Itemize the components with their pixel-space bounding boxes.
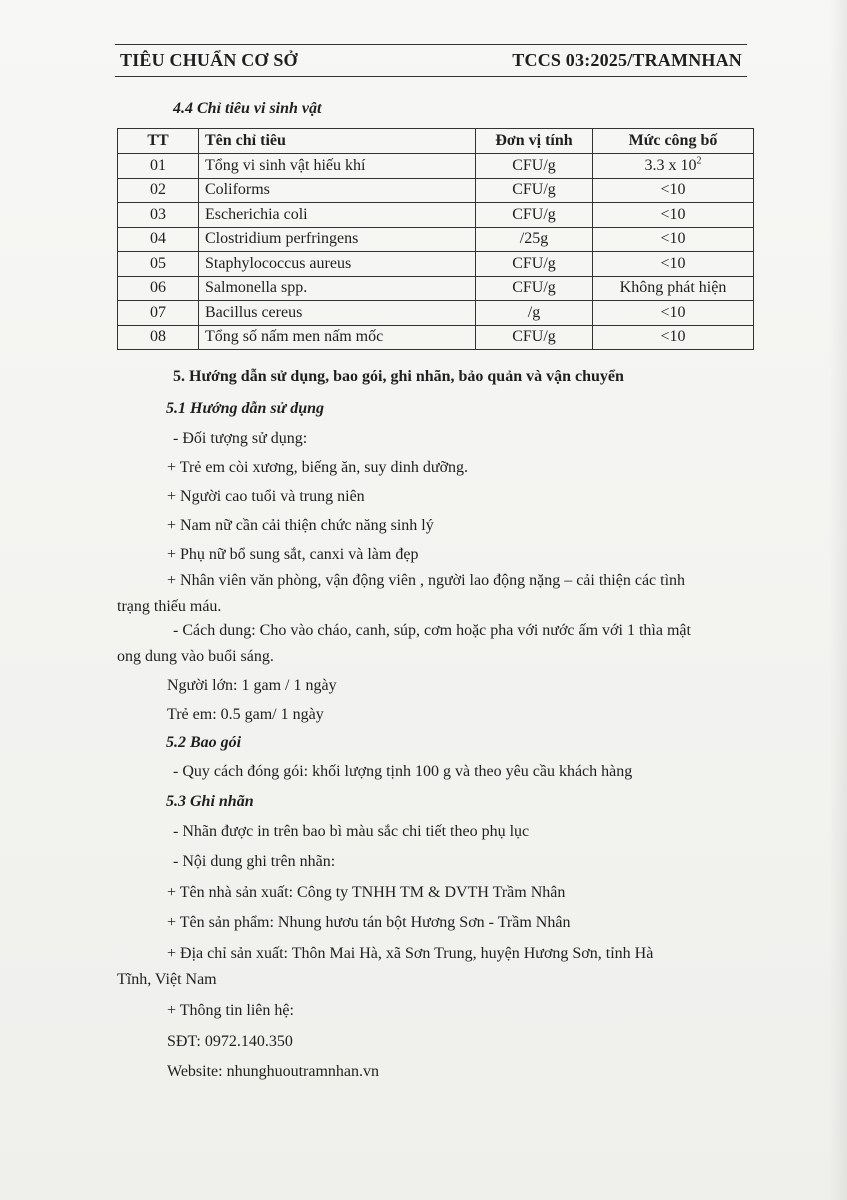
cell-value: <10 — [593, 227, 754, 252]
cell-tt: 02 — [118, 178, 199, 203]
cell-tt: 01 — [118, 154, 199, 179]
cell-value: <10 — [593, 325, 754, 350]
label-manufacturer: + Tên nhà sản xuất: Công ty TNHH TM & DVTH Trầm Nhân — [167, 884, 566, 901]
page-edge-shadow — [829, 0, 847, 1200]
usage-target-item-cont: trạng thiếu máu. — [117, 598, 222, 615]
cell-value: <10 — [593, 178, 754, 203]
label-content-intro: - Nội dung ghi trên nhãn: — [173, 853, 336, 870]
cell-value-base: 3.3 x 10 — [644, 156, 697, 174]
header-left-title: TIÊU CHUẨN CƠ SỞ — [120, 50, 298, 70]
page-header — [120, 50, 742, 71]
cell-name: Tổng số nấm men nấm mốc — [199, 325, 476, 350]
usage-method-cont: ong dung vào buổi sáng. — [117, 648, 274, 665]
cell-value-exponent: 2 — [696, 155, 702, 167]
cell-name: Tổng vi sinh vật hiếu khí — [199, 154, 476, 179]
table-row — [118, 325, 754, 350]
section-4-4-title: 4.4 Chỉ tiêu vi sinh vật — [173, 100, 322, 117]
label-phone: SĐT: 0972.140.350 — [167, 1033, 293, 1050]
cell-value — [593, 154, 754, 179]
cell-name: Salmonella spp. — [199, 276, 476, 301]
usage-method: - Cách dung: Cho vào cháo, canh, súp, cơm hoặc pha với nước ấm với 1 thìa mật — [173, 622, 691, 639]
label-product-name: + Tên sản phẩm: Nhung hươu tán bột Hương Sơn - Trầm Nhân — [167, 914, 571, 931]
header-bottom-rule — [115, 76, 747, 77]
col-header-tt: TT — [118, 129, 199, 154]
table-row — [118, 227, 754, 252]
usage-adult-dose: Người lớn: 1 gam / 1 ngày — [167, 677, 337, 694]
cell-unit: CFU/g — [476, 325, 593, 350]
table-row — [118, 154, 754, 179]
cell-name: Escherichia coli — [199, 203, 476, 228]
usage-target-item: + Nam nữ cần cải thiện chức năng sinh lý — [167, 517, 434, 534]
label-address: + Địa chỉ sản xuất: Thôn Mai Hà, xã Sơn Trung, huyện Hương Sơn, tỉnh Hà — [167, 945, 654, 962]
cell-tt: 08 — [118, 325, 199, 350]
table-row — [118, 252, 754, 277]
table-row — [118, 178, 754, 203]
cell-tt: 06 — [118, 276, 199, 301]
cell-unit: /g — [476, 301, 593, 326]
section-5-title: 5. Hướng dẫn sử dụng, bao gói, ghi nhãn, bảo quản và vận chuyển — [173, 368, 624, 385]
header-standard-code: TCCS 03:2025/TRAMNHAN — [512, 50, 742, 70]
cell-unit: CFU/g — [476, 252, 593, 277]
usage-target-item: + Trẻ em còi xương, biếng ăn, suy dinh dưỡng. — [167, 459, 469, 476]
section-5-3-title: 5.3 Ghi nhãn — [166, 793, 254, 810]
col-header-value: Mức công bố — [593, 129, 754, 154]
cell-value: <10 — [593, 301, 754, 326]
cell-unit: CFU/g — [476, 154, 593, 179]
usage-child-dose: Trẻ em: 0.5 gam/ 1 ngày — [167, 706, 324, 723]
table-header-row — [118, 129, 754, 154]
usage-target-label: - Đối tượng sử dụng: — [173, 430, 308, 447]
cell-name: Staphylococcus aureus — [199, 252, 476, 277]
header-top-rule — [115, 44, 747, 45]
cell-value: <10 — [593, 203, 754, 228]
cell-unit: CFU/g — [476, 178, 593, 203]
col-header-name: Tên chỉ tiêu — [199, 129, 476, 154]
section-5-2-title: 5.2 Bao gói — [166, 734, 242, 751]
table-row — [118, 276, 754, 301]
table-row — [118, 203, 754, 228]
label-address-cont: Tĩnh, Việt Nam — [117, 971, 217, 988]
cell-name: Clostridium perfringens — [199, 227, 476, 252]
microbiology-table — [117, 128, 754, 350]
cell-unit: /25g — [476, 227, 593, 252]
cell-name: Bacillus cereus — [199, 301, 476, 326]
usage-target-item: + Phụ nữ bổ sung sắt, canxi và làm đẹp — [167, 546, 419, 563]
cell-tt: 05 — [118, 252, 199, 277]
usage-target-item: + Người cao tuổi và trung niên — [167, 488, 365, 505]
cell-tt: 07 — [118, 301, 199, 326]
usage-target-item: + Nhân viên văn phòng, vận động viên , người lao động nặng – cải thiện các tình — [167, 572, 686, 589]
cell-tt: 04 — [118, 227, 199, 252]
cell-unit: CFU/g — [476, 203, 593, 228]
cell-tt: 03 — [118, 203, 199, 228]
label-website: Website: nhunghuoutramnhan.vn — [167, 1063, 380, 1080]
label-contact-intro: + Thông tin liên hệ: — [167, 1002, 294, 1019]
section-5-1-title: 5.1 Hướng dẫn sử dụng — [166, 400, 325, 417]
label-printing: - Nhãn được in trên bao bì màu sắc chi tiết theo phụ lục — [173, 823, 530, 840]
cell-unit: CFU/g — [476, 276, 593, 301]
col-header-unit: Đơn vị tính — [476, 129, 593, 154]
cell-name: Coliforms — [199, 178, 476, 203]
packaging-spec: - Quy cách đóng gói: khối lượng tịnh 100 g và theo yêu cầu khách hàng — [173, 763, 633, 780]
cell-value: <10 — [593, 252, 754, 277]
cell-value: Không phát hiện — [593, 276, 754, 301]
table-row — [118, 301, 754, 326]
